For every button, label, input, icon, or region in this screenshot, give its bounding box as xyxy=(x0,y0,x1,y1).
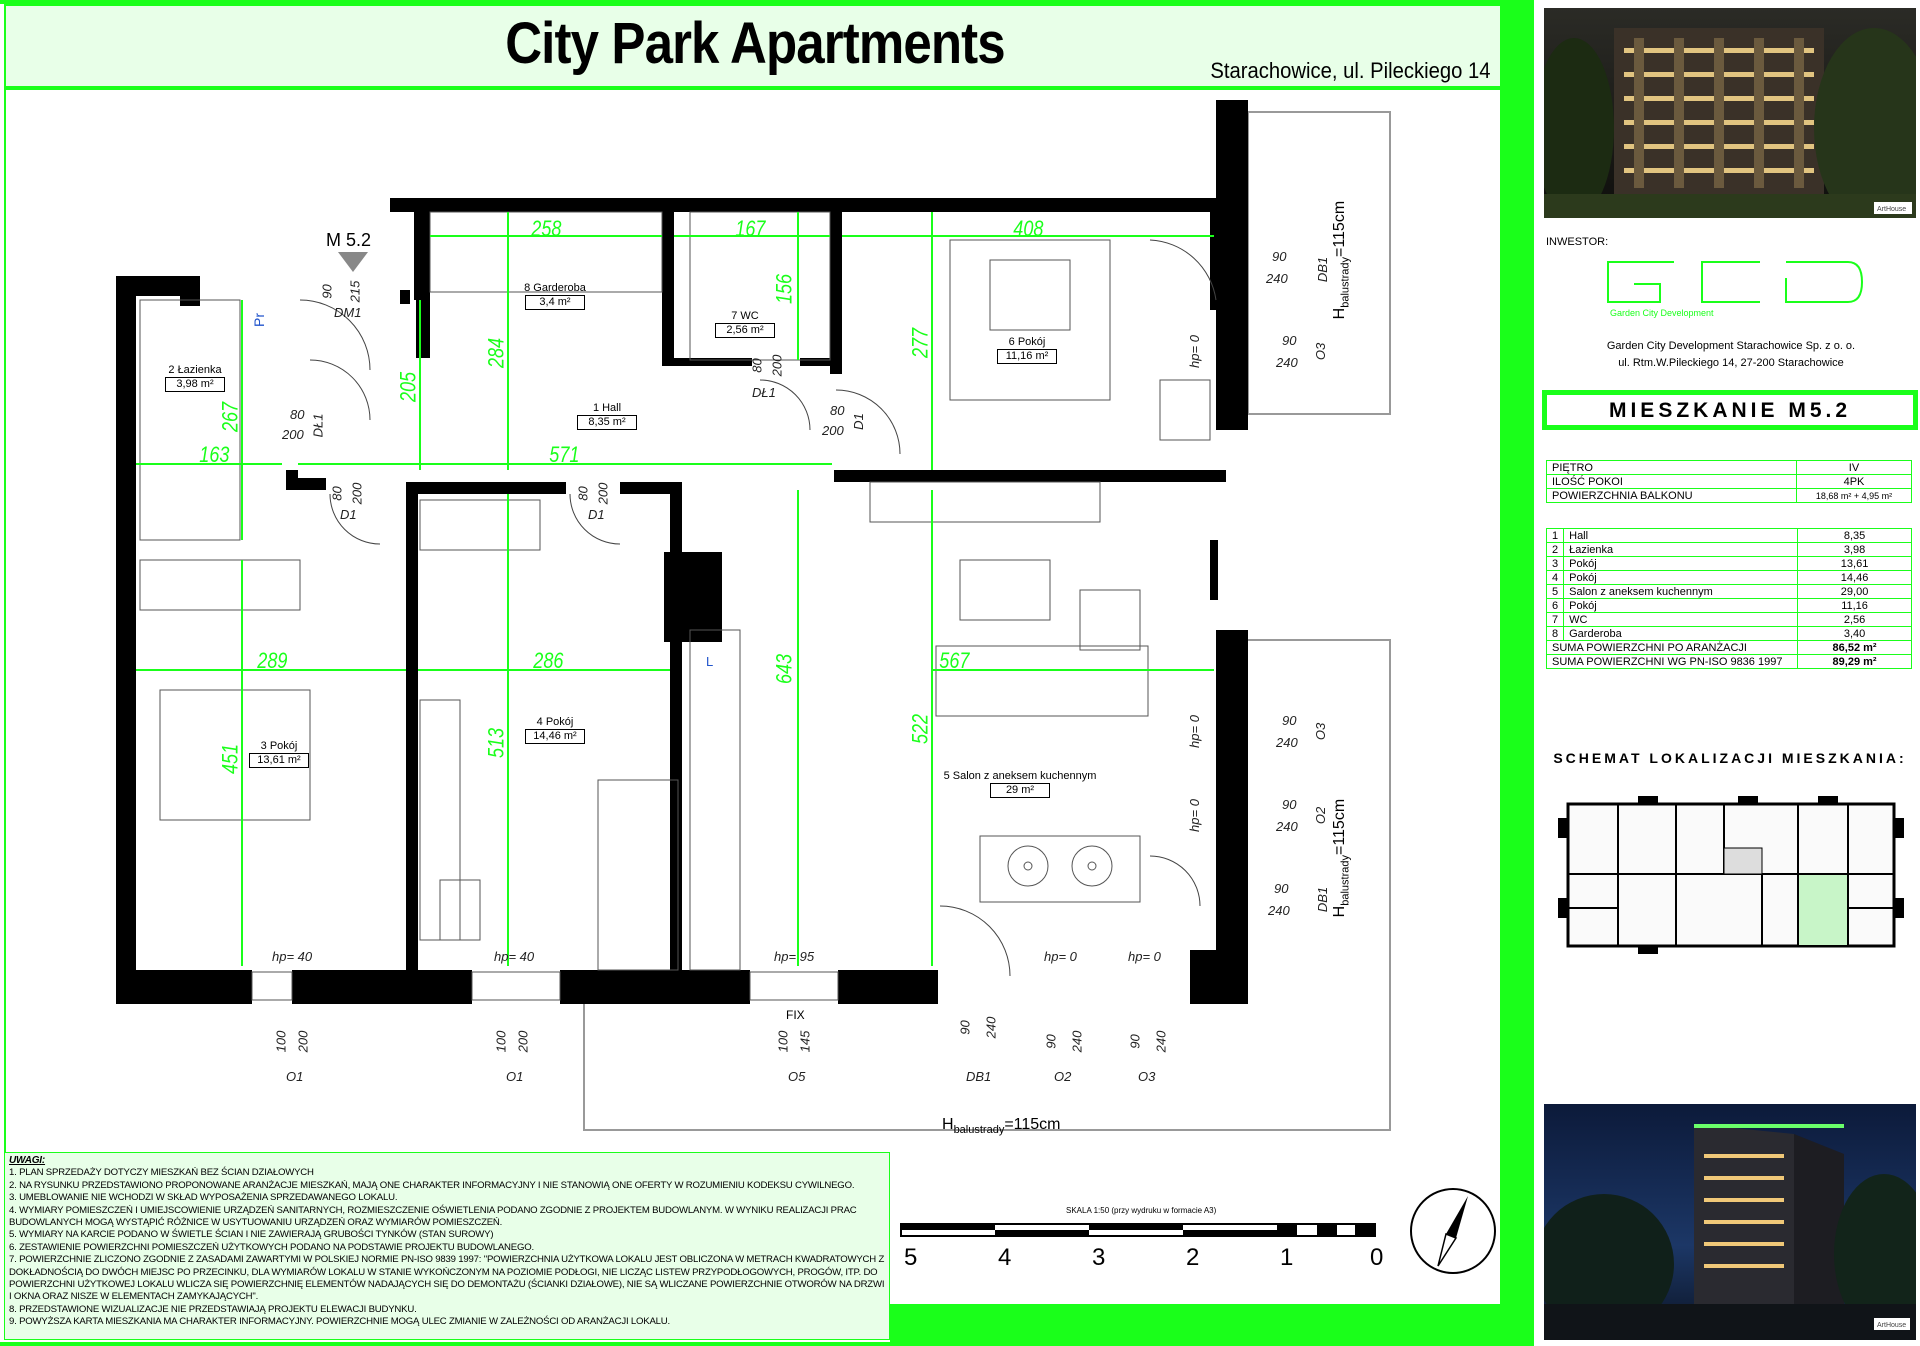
table-row xyxy=(1547,613,1912,627)
window-width: 90 xyxy=(1043,1034,1059,1049)
window-code: O1 xyxy=(506,1069,524,1084)
room-no: 8 xyxy=(1547,627,1564,641)
hp-label: hp= 0 xyxy=(1186,335,1202,368)
bottom-edge-bar xyxy=(0,1342,1534,1346)
dim-284: 284 xyxy=(483,337,509,369)
notes-panel xyxy=(4,1152,890,1340)
total-label: SUMA POWIERZCHNI PO ARANŻACJI xyxy=(1547,641,1798,655)
window-height: 200 xyxy=(295,1030,311,1053)
table-row xyxy=(1547,599,1912,613)
table-row xyxy=(1547,489,1912,503)
window-width: 90 xyxy=(1282,713,1297,728)
room-label-room-3: 3 Pokój 13,61 m² xyxy=(234,740,324,768)
note-item: 7. POWIERZCHNIE ZLICZONO ZGODNIE Z ZASADAMI ZAWARTYMI W POLSKIEJ NORMIE PN-ISO 9839 1997: "POWIERZCHNIA UŻYTKOWA LOKALU JEST OBLICZONA W METRACH KWADRATOWYCH Z DOKŁADNOŚCIĄ DO DWÓCH MIEJSC PO PRZECINKU, DLA WYMIARÓW LOKALU W STANIE WYKOŃCZONYM NA POZIOMIE PODŁOGI, NIE LICZĄC LISTEW PRZYPODŁOGOWYCH, PROGÓW, ITP. DO POWIERZCHNI UŻYTKOWEJ LOKALU WLICZA SIĘ POWIERZCHNIĘ ELEMENTÓW NADAJĄCYCH SIĘ DO DEMONTAŻU (ŚCIANKI DZIAŁOWE), NIE SĄ WLICZANE POWIERZCHNIE OTWORÓW NA DRZWI I OKNA ORAZ NISZE W ELEMENTACH ZAMYKAJĄCYCH". xyxy=(9,1254,885,1303)
side-accent-bar xyxy=(1502,0,1534,1346)
window-width: 100 xyxy=(273,1030,289,1053)
dim-205: 205 xyxy=(395,371,421,403)
door-code: DM1 xyxy=(334,305,362,320)
schematic-title: SCHEMAT LOKALIZACJI MIESZKANIA: xyxy=(1553,750,1907,766)
room-no: 7 xyxy=(1547,613,1564,627)
room-name: Pokój xyxy=(1564,571,1798,585)
room-label-wardrobe: 8 Garderoba 3,4 m² xyxy=(524,282,586,308)
window-height: 240 xyxy=(1153,1030,1169,1053)
l-marker: L xyxy=(706,654,714,669)
room-name: WC xyxy=(1564,613,1798,627)
window-code: DB1 xyxy=(1315,886,1331,913)
note-item: 4. WYMIARY POMIESZCZEŃ I UMIEJSCOWIENIE URZĄDZEŃ SANITARNYCH, ROZMIESZCZENIE OŚWIETLENIA PODANO ZGODNIE Z PROJEKTEM BUDOWLANYM. W WYNIKU REALIZACJI PRAC BUDOWLANYCH MOGĄ WYSTĄPIĆ RÓŻNICE W USYTUOWANIU URZĄDZEŃ ORAZ WYMIARÓW POMIESZCZEŃ. xyxy=(9,1204,857,1229)
room-area: 3,40 xyxy=(1798,627,1912,641)
notes-title: UWAGI: xyxy=(9,1155,46,1166)
scale-label: SKALA 1:50 (przy wydruku w formacie A3) xyxy=(1066,1206,1217,1215)
dim-156: 156 xyxy=(771,273,797,305)
summary-value: IV xyxy=(1797,461,1912,475)
table-row xyxy=(1547,529,1912,543)
window-height: 240 xyxy=(1266,271,1288,286)
room-name: Garderoba xyxy=(1564,627,1798,641)
room-no: 1 xyxy=(1547,529,1564,543)
table-row xyxy=(1547,641,1912,655)
door-height: 200 xyxy=(822,423,844,438)
company-address: ul. Rtm.W.Pileckiego 14, 27-200 Starachowice xyxy=(1618,357,1844,369)
room-label-room-6: 6 Pokój 11,16 m² xyxy=(982,336,1072,364)
scale-number: 2 xyxy=(1186,1244,1200,1271)
company-info xyxy=(1546,338,1916,372)
total-value: 89,29 m² xyxy=(1798,655,1912,669)
window-code: O2 xyxy=(1313,806,1329,825)
note-item: 2. NA RYSUNKU PRZEDSTAWIONO PROPONOWANE ARANŻACJE MIESZKAŃ, MAJĄ ONE CHARAKTER INFORMACYJNY I NIE STANOWIĄ ONE OFERTY W ROZUMIENIU KODEKSU CYWILNEGO. xyxy=(9,1179,855,1191)
summary-value: 4PK xyxy=(1797,475,1912,489)
photo-badge: ArtHouse xyxy=(1877,1322,1907,1329)
window-code: O1 xyxy=(286,1069,304,1084)
note-item: 1. PLAN SPRZEDAŻY DOTYCZY MIESZKAŃ BEZ ŚCIAN DZIAŁOWYCH xyxy=(9,1167,314,1179)
window-width: 90 xyxy=(1282,333,1297,348)
table-row xyxy=(1547,655,1912,669)
room-name: Hall xyxy=(1564,529,1798,543)
window-height: 240 xyxy=(1276,819,1298,834)
hp-label: hp= 0 xyxy=(1128,949,1161,964)
dim-286: 286 xyxy=(533,648,564,673)
dim-289: 289 xyxy=(257,648,288,673)
table-row xyxy=(1547,557,1912,571)
window-height: 240 xyxy=(1276,355,1298,370)
door-height: 200 xyxy=(769,354,785,377)
summary-table xyxy=(1546,460,1912,503)
building-photo-top xyxy=(1544,8,1916,218)
balustrade-label: $H_{balustrady}=115cm$ xyxy=(1331,798,1352,918)
dim-408: 408 xyxy=(1013,216,1044,241)
gcd-logo xyxy=(1600,258,1870,322)
summary-value: 18,68 m² + 4,95 m² xyxy=(1797,489,1912,503)
room-no: 2 xyxy=(1547,543,1564,557)
dim-522: 522 xyxy=(907,713,933,745)
hp-label: hp= 0 xyxy=(1186,715,1202,748)
hp-label: hp= 95 xyxy=(774,949,815,964)
window-code: O2 xyxy=(1054,1069,1072,1084)
dim-643: 643 xyxy=(771,653,797,685)
total-value: 86,52 m² xyxy=(1798,641,1912,655)
scale-number: 1 xyxy=(1280,1244,1294,1271)
note-item: 9. POWYŻSZA KARTA MIESZKANIA MA CHARAKTER INFORMACYJNY. POWIERZCHNIE MOGĄ ULEC ZMIANIE W ZALEŻNOŚCI OD ARANŻACJI LOKALU. xyxy=(9,1316,670,1328)
room-label-living: 5 Salon z aneksem kuchennym 29 m² xyxy=(943,770,1097,796)
hp-label: hp= 0 xyxy=(1186,799,1202,832)
window-height: 240 xyxy=(1268,903,1290,918)
door-height: 200 xyxy=(282,427,304,442)
dim-258: 258 xyxy=(531,216,562,241)
window-height: 240 xyxy=(1276,735,1298,750)
room-area: 29,00 xyxy=(1798,585,1912,599)
window-height: 240 xyxy=(983,1016,999,1039)
door-code: D1 xyxy=(850,413,866,430)
window-width: 90 xyxy=(1274,881,1289,896)
door-code: DŁ1 xyxy=(752,385,776,400)
room-label-wc: 7 WC 2,56 m² xyxy=(700,310,790,338)
north-arrow-icon xyxy=(1408,1186,1498,1276)
tag-marker-icon xyxy=(338,252,368,274)
window-height: 145 xyxy=(797,1030,813,1053)
summary-label: ILOŚĆ POKOI xyxy=(1547,475,1797,489)
dim-267: 267 xyxy=(217,401,243,433)
summary-label: PIĘTRO xyxy=(1547,461,1797,475)
dim-277: 277 xyxy=(907,327,933,359)
apartment-header xyxy=(1542,390,1918,430)
door-height: 200 xyxy=(595,482,611,505)
door-width: 80 xyxy=(749,358,765,373)
note-item: 5. WYMIARY NA KARCIE PODANO W ŚWIETLE ŚCIAN I NIE ZAWIERAJĄ GRUBOŚCI TYNKÓW (STAN SUROWY) xyxy=(9,1229,494,1241)
dim-451: 451 xyxy=(217,743,243,775)
window-width: 100 xyxy=(775,1030,791,1053)
window-code: DB1 xyxy=(1315,256,1331,283)
summary-label: POWIERZCHNIA BALKONU xyxy=(1547,489,1797,503)
door-width: 90 xyxy=(319,284,335,299)
scale-number: 4 xyxy=(998,1244,1012,1271)
dim-513: 513 xyxy=(483,727,509,759)
window-height: 240 xyxy=(1069,1030,1085,1053)
rooms-table xyxy=(1546,528,1912,669)
room-name: Pokój xyxy=(1564,599,1798,613)
dim-163: 163 xyxy=(199,442,230,467)
company-name: Garden City Development Starachowice Sp. z o. o. xyxy=(1606,340,1856,352)
room-area: 2,56 xyxy=(1798,613,1912,627)
pr-marker: Pr xyxy=(251,313,267,327)
door-width: 80 xyxy=(290,407,305,422)
room-label-hall: 1 Hall 8,35 m² xyxy=(562,402,652,430)
total-label: SUMA POWIERZCHNI WG PN-ISO 9836 1997 xyxy=(1547,655,1798,669)
hp-label: hp= 0 xyxy=(1044,949,1077,964)
page-title: City Park Apartments xyxy=(505,11,1005,76)
window-code: O3 xyxy=(1313,342,1329,361)
apartment-header-text: MIESZKANIE M5.2 xyxy=(1546,394,1914,426)
window-width: 90 xyxy=(1282,797,1297,812)
room-name: Łazienka xyxy=(1564,543,1798,557)
logo-subtitle: Garden City Development xyxy=(1610,308,1714,318)
door-code: D1 xyxy=(340,507,357,522)
door-width: 80 xyxy=(830,403,845,418)
scale-bar xyxy=(900,1218,1380,1242)
room-no: 5 xyxy=(1547,585,1564,599)
door-code: D1 xyxy=(588,507,605,522)
room-label-room-4: 4 Pokój 14,46 m² xyxy=(510,716,600,744)
balustrade-label: $H_{balustrady}=115cm$ xyxy=(1331,200,1352,320)
table-row xyxy=(1547,585,1912,599)
table-row xyxy=(1547,543,1912,557)
room-area: 13,61 xyxy=(1798,557,1912,571)
scale-number: 0 xyxy=(1370,1244,1384,1271)
table-row xyxy=(1547,571,1912,585)
address: Starachowice, ul. Pileckiego 14 xyxy=(1209,58,1490,83)
door-height: 215 xyxy=(347,280,363,303)
hp-label: hp= 40 xyxy=(494,949,535,964)
window-height: 200 xyxy=(515,1030,531,1053)
window-width: 90 xyxy=(957,1020,973,1035)
room-no: 3 xyxy=(1547,557,1564,571)
window-code: DB1 xyxy=(966,1069,992,1084)
top-accent-bar xyxy=(0,0,1534,4)
note-item: 6. ZESTAWIENIE POWIERZCHNI POMIESZCZEŃ UŻYTKOWYCH PODANO NA PODSTAWIE PROJEKTU BUDOWLANEGO. xyxy=(9,1241,534,1253)
window-width: 90 xyxy=(1127,1034,1143,1049)
hp-label: hp= 40 xyxy=(272,949,313,964)
note-item: 3. UMEBLOWANIE NIE WCHODZI W SKŁAD WYPOSAŻENIA SPRZEDAWANEGO LOKALU. xyxy=(9,1192,398,1204)
scale-number: 3 xyxy=(1092,1244,1106,1271)
scale-number: 5 xyxy=(904,1244,918,1271)
room-area: 3,98 xyxy=(1798,543,1912,557)
window-width: 100 xyxy=(493,1030,509,1053)
balustrade-label: $H_{balustrady}=115cm$ xyxy=(942,1116,1061,1137)
room-no: 4 xyxy=(1547,571,1564,585)
window-code: O3 xyxy=(1313,722,1329,741)
room-area: 11,16 xyxy=(1798,599,1912,613)
window-code: O5 xyxy=(788,1069,806,1084)
photo-badge: ArtHouse xyxy=(1877,206,1907,213)
room-no: 6 xyxy=(1547,599,1564,613)
bottom-accent-bar xyxy=(890,1304,1504,1346)
room-name: Salon z aneksem kuchennym xyxy=(1564,585,1798,599)
room-area: 14,46 xyxy=(1798,571,1912,585)
fix-label: FIX xyxy=(786,1008,805,1022)
room-name: Pokój xyxy=(1564,557,1798,571)
table-row xyxy=(1547,475,1912,489)
door-code: DŁ1 xyxy=(310,413,326,438)
dim-567: 567 xyxy=(939,648,970,673)
door-height: 200 xyxy=(349,482,365,505)
furniture xyxy=(1008,846,1112,886)
dim-167: 167 xyxy=(735,216,766,241)
window-code: O3 xyxy=(1138,1069,1156,1084)
door-width: 80 xyxy=(575,486,591,501)
investor-label: INWESTOR: xyxy=(1546,236,1609,248)
table-row xyxy=(1547,461,1912,475)
room-label-bathroom: 2 Łazienka 3,98 m² xyxy=(148,364,242,392)
room-area: 8,35 xyxy=(1798,529,1912,543)
door-width: 80 xyxy=(329,486,345,501)
building-photo-bottom xyxy=(1544,1104,1916,1340)
note-item: 8. PRZEDSTAWIONE WIZUALIZACJE NIE PRZEDSTAWIAJĄ PROJEKTU ELEWACJI BUDYNKU. xyxy=(9,1303,417,1315)
location-schematic xyxy=(1548,788,1914,962)
apartment-tag: M 5.2 xyxy=(326,230,372,250)
table-row xyxy=(1547,627,1912,641)
dim-571: 571 xyxy=(549,442,580,467)
window-width: 90 xyxy=(1272,249,1287,264)
balcony-bottom xyxy=(584,640,1390,1130)
